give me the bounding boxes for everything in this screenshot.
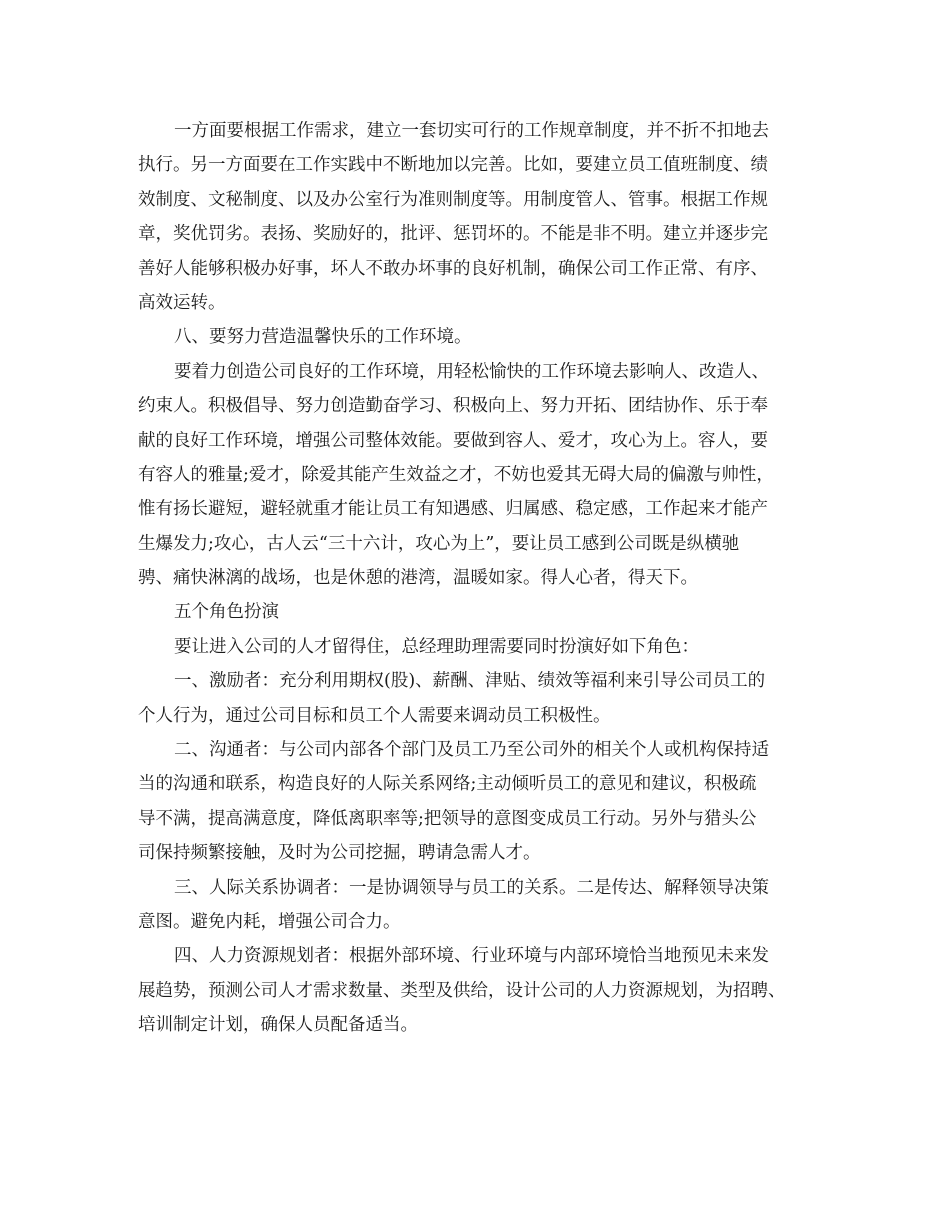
text-line: 执行。另一方面要在工作实践中不断地加以完善。比如，要建立员工值班制度、绩 [138,155,768,176]
text-line: 四、人力资源规划者：根据外部环境、行业环境与内部环境恰当地预见未来发 [174,946,769,967]
text-line: 约束人。积极倡导、努力创造勤奋学习、积极向上、努力开拓、团结协作、乐于奉 [138,396,768,417]
text-line: 效制度、文秘制度、以及办公室行为准则制度等。用制度管人、管事。根据工作规 [138,189,768,210]
text-line: 导不满，提高满意度，降低离职率等;把领导的意图变成员工行动。另外与猎头公 [138,808,757,829]
document-body [138,114,828,1043]
text-line: 骋、痛快淋漓的战场，也是休憩的港湾，温暖如家。得人心者，得天下。 [138,568,698,589]
text-line: 五个角色扮演 [174,602,279,623]
text-line: 司保持频繁接触，及时为公司挖掘，聘请急需人才。 [138,843,541,864]
text-line: 展趋势，预测公司人才需求数量、类型及供给，设计公司的人力资源规划，为招聘、 [138,980,786,1001]
text-line: 二、沟通者：与公司内部各个部门及员工乃至公司外的相关个人或机构保持适 [174,740,769,761]
text-line: 献的良好工作环境，增强公司整体效能。要做到容人、爱才，攻心为上。容人，要 [138,430,768,451]
text-line: 要着力创造公司良好的工作环境，用轻松愉快的工作环境去影响人、改造人、 [174,361,769,382]
text-line: 生爆发力;攻心，古人云“三十六计，攻心为上”，要让员工感到公司既是纵横驰 [138,533,740,554]
text-line: 要让进入公司的人才留得住，总经理助理需要同时扮演好如下角色： [174,636,699,657]
text-line: 一方面要根据工作需求，建立一套切实可行的工作规章制度，并不折不扣地去 [174,121,769,141]
text-line: 章，奖优罚劣。表扬、奖励好的，批评、惩罚坏的。不能是非不明。建立并逐步完 [138,224,768,245]
text-line: 意图。避免内耗，增强公司合力。 [138,911,401,932]
text-line: 善好人能够积极办好事，坏人不敢办坏事的良好机制，确保公司工作正常、有序、 [138,258,768,279]
text-line: 八、要努力营造温馨快乐的工作环境。 [174,327,472,348]
text-line: 个人行为，通过公司目标和员工个人需要来调动员工积极性。 [138,705,611,726]
text-line: 一、激励者：充分利用期权(股)、薪酬、津贴、绩效等福利来引导公司员工的 [174,671,766,692]
text-line: 有容人的雅量;爱才，除爱其能产生效益之才，不妨也爱其无碍大局的偏激与帅性， [138,464,774,485]
text-line: 三、人际关系协调者：一是协调领导与员工的关系。二是传达、解释领导决策 [174,877,769,898]
text-line: 当的沟通和联系，构造良好的人际关系网络;主动倾听员工的意见和建议，积极疏 [138,774,757,795]
text-line: 培训制定计划，确保人员配备适当。 [138,1015,418,1036]
text-line: 惟有扬长避短，避轻就重才能让员工有知遇感、归属感、稳定感，工作起来才能产 [138,499,768,520]
text-line: 高效运转。 [138,292,226,313]
